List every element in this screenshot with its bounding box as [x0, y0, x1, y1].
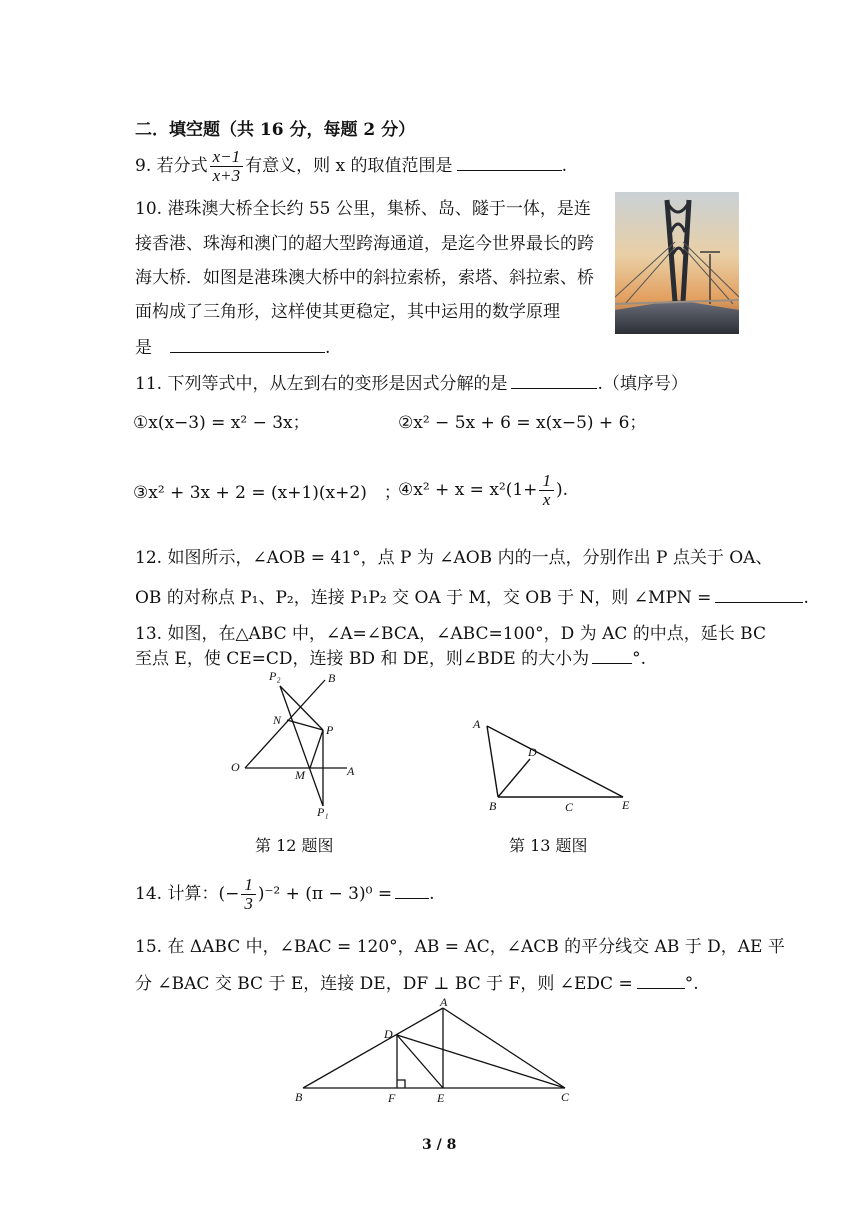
label-N: N — [273, 713, 282, 727]
answer-blank[interactable] — [592, 645, 632, 664]
q9-text: 9. 若分式 — [135, 156, 208, 176]
question-11: 11. 下列等式中，从左到右的变形是因式分解的是 .（填序号） — [135, 370, 688, 396]
q9-fraction: $\frac{x-1}{x+3}$ — [210, 148, 244, 185]
label-B: B — [328, 671, 336, 685]
figure-13 — [465, 710, 640, 820]
page-number: 3 / 8 — [422, 1137, 457, 1153]
q11-option-4: ④x² + x = x²(1+ $\frac{1}{x}$ ). — [398, 471, 568, 509]
q10-line-5: 是 . — [135, 334, 330, 360]
label-C: C — [565, 800, 574, 814]
q11-option-3: ③x² + 3x + 2 = (x+1)(x+2) ； — [133, 483, 401, 503]
q10-line-4: 面构成了三角形，这样使其更稳定，其中运用的数学原理 — [135, 302, 560, 322]
answer-blank[interactable] — [637, 970, 685, 989]
figure-13-caption: 第 13 题图 — [509, 836, 588, 855]
answer-blank[interactable] — [395, 880, 429, 899]
label-M: M — [295, 768, 305, 782]
label-E: E — [437, 1091, 445, 1105]
q11-option-2: ②x² − 5x + 6 = x(x−5) + 6； — [398, 413, 647, 433]
label-A: A — [473, 717, 481, 731]
answer-blank[interactable] — [170, 334, 325, 353]
question-9: 9. 若分式 $\frac{x-1}{x+3}$ 有意义，则 x 的取值范围是 . — [135, 147, 567, 185]
label-O: O — [231, 760, 240, 774]
q13-line-2: 至点 E，使 CE=CD，连接 BD 和 DE，则∠BDE 的大小为 °. — [135, 645, 646, 671]
label-E: E — [622, 798, 630, 812]
figure-12-caption: 第 12 题图 — [255, 836, 334, 855]
q15-line-1: 15. 在 ΔABC 中，∠BAC = 120°，AB = AC，∠ACB 的平分线交 AB 于 D，AE 平 — [135, 937, 785, 957]
q12-line-2: OB 的对称点 P₁、P₂，连接 P₁P₂ 交 OA 于 M，交 OB 于 N，则 ∠MPN = . — [135, 584, 809, 610]
q10-line-2: 接香港、珠海和澳门的超大型跨海通道，是迄今世界最长的跨 — [135, 234, 594, 254]
label-D: D — [528, 745, 537, 759]
q15-line-2: 分 ∠BAC 交 BC 于 E，连接 DE，DF ⊥ BC 于 F，则 ∠EDC = °. — [135, 970, 699, 996]
label-D: D — [384, 1027, 393, 1041]
answer-blank[interactable] — [715, 584, 803, 603]
answer-blank[interactable] — [457, 152, 562, 171]
section-title: 二．填空题（共 16 分，每题 2 分） — [135, 120, 416, 140]
label-P1: P₁ — [317, 805, 329, 819]
label-A: A — [347, 764, 355, 778]
answer-blank[interactable] — [511, 370, 597, 389]
figure-12 — [225, 668, 365, 826]
label-P2: P₂ — [269, 669, 281, 683]
question-14: 14. 计算：(− $\frac{1}{3}$ )⁻² + (π − 3)⁰ = . — [135, 875, 435, 913]
label-B: B — [489, 799, 497, 813]
label-P: P — [326, 723, 334, 737]
label-A: A — [440, 998, 448, 1009]
label-F: F — [388, 1091, 396, 1105]
q10-line-1: 10. 港珠澳大桥全长约 55 公里，集桥、岛、隧于一体，是连 — [135, 199, 591, 219]
q12-line-1: 12. 如图所示，∠AOB = 41°，点 P 为 ∠AOB 内的一点，分别作出 P 点关于 OA、 — [135, 548, 773, 568]
q11-option-1: ①x(x−3) = x² − 3x； — [133, 413, 310, 433]
bridge-photo — [615, 192, 739, 334]
q9-text-2: 有意义，则 x 的取值范围是 — [245, 156, 453, 176]
label-B: B — [295, 1090, 303, 1104]
label-C: C — [561, 1090, 570, 1104]
figure-15 — [285, 998, 585, 1108]
q10-line-3: 海大桥．如图是港珠澳大桥中的斜拉索桥，索塔、斜拉索、桥 — [135, 268, 594, 288]
q13-line-1: 13. 如图，在△ABC 中，∠A=∠BCA，∠ABC=100°，D 为 AC 的中点，延长 BC — [135, 624, 766, 644]
